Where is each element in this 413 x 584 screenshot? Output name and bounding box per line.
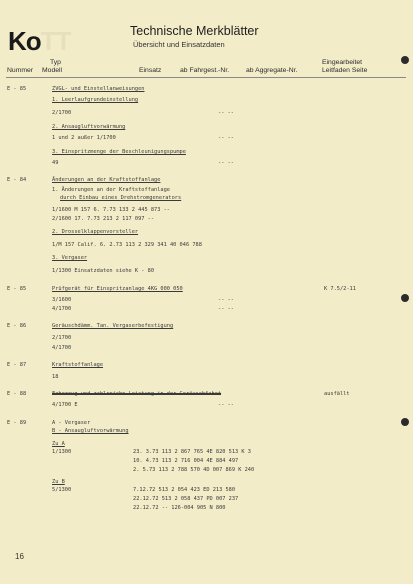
line: 1. Leerlaufgrundeinstellung — [52, 97, 139, 103]
col-eingearbeitet: Eingearbeitet — [322, 59, 363, 66]
line: 1/1600 M 157 6. 7.73 133 2 445 873 -- — [52, 207, 170, 213]
line: -- -- — [218, 110, 234, 116]
punch-hole — [401, 56, 409, 64]
leitfaden-ref: K 7.5/2-11 — [324, 286, 356, 292]
item-number: E - 89 — [7, 420, 27, 426]
line: 3/1600 — [52, 297, 72, 303]
col-nummer: Nummer — [7, 67, 34, 74]
line: 2. Drosselklappenvorsteller — [52, 229, 139, 235]
item-title: Prüfgerät für Einspritzanlage 4KG 000 050 — [52, 286, 183, 292]
item-number: E - 88 — [7, 391, 27, 397]
line: -- -- — [218, 160, 234, 166]
col-aggregate: ab Aggregate-Nr. — [246, 67, 298, 74]
item-number: E - 87 — [7, 362, 27, 368]
line: 3. Vergaser — [52, 255, 88, 261]
line: 22.12.72 -- 126-004 905 N 800 — [133, 505, 226, 511]
line: durch Einbau eines Drehstromgenerators — [60, 195, 182, 201]
punch-hole — [401, 294, 409, 302]
punch-hole — [401, 418, 409, 426]
line: -- -- — [218, 297, 234, 303]
line: Zu B — [52, 479, 65, 485]
item-title: Änderungen an der Kraftstoffanlage — [52, 177, 161, 183]
page-number: 16 — [15, 552, 24, 561]
line: 2/1600 17. 7.73 213 2 117 097 -- — [52, 216, 155, 222]
col-modell: Modell — [42, 67, 63, 74]
item-number: E - 85 — [7, 86, 27, 92]
logo: KoTT — [8, 26, 71, 56]
line: 1/1300 Einsatzdaten siehe K - 80 — [52, 268, 155, 274]
line: B - Ansaugluftvorwärmung — [52, 428, 129, 434]
line: 4/1700 — [52, 306, 72, 312]
item-title: Kraftstoffanlage — [52, 362, 104, 368]
line: Zu A — [52, 441, 65, 447]
col-leitfaden: Leitfaden Seite — [322, 67, 368, 74]
line: 23. 3.73 113 2 867 765 4E 820 513 K 3 — [133, 449, 251, 455]
item-title-struck: Fahrzeug und zahlreiche Leistung in der Geräuschfahrt — [52, 391, 222, 397]
header-rule — [6, 77, 406, 78]
line: 7.12.72 513 2 054 423 ED 213 580 — [133, 487, 236, 493]
line: 5/1300 — [52, 487, 72, 493]
line: 10. 4.73 113 2 716 004 4E 884 497 — [133, 458, 239, 464]
item-number: E - 86 — [7, 323, 27, 329]
item-number: E - 84 — [7, 177, 27, 183]
line: 18 — [52, 374, 59, 380]
line: 2. Ansaugluftvorwärmung — [52, 124, 126, 130]
item-title: ZVGL- und Einstellanweisungen — [52, 86, 145, 92]
item-title: Geräuschdämm. Tan. Vergaserbefestigung — [52, 323, 174, 329]
line: 1. Änderungen an der Kraftstoffanlage — [52, 187, 170, 193]
leitfaden-ref: ausfällt — [324, 391, 350, 397]
col-typ: Typ — [50, 59, 61, 66]
line: 2. 5.73 113 2 788 570 4D 007 869 K 240 — [133, 467, 255, 473]
line: 4/1700 — [52, 345, 72, 351]
col-fahrgest: ab Fahrgest.-Nr. — [180, 67, 230, 74]
line: 49 — [52, 160, 59, 166]
page-title: Technische Merkblätter — [130, 24, 259, 38]
line: 4/1700 E — [52, 402, 78, 408]
line: 2/1700 — [52, 335, 72, 341]
line: 22.12.72 513 2 058 437 PD 007 237 — [133, 496, 239, 502]
line: 2/1700 — [52, 110, 72, 116]
item-number: E - 85 — [7, 286, 27, 292]
item-title: A - Vergaser — [52, 420, 91, 426]
col-einsatz: Einsatz — [139, 67, 162, 74]
line: 1/1300 — [52, 449, 72, 455]
page-subtitle: Übersicht und Einsatzdaten — [133, 40, 225, 49]
line: -- -- — [218, 135, 234, 141]
line: 1 und 2 außer 1/1700 — [52, 135, 116, 141]
line: 3. Einspritzmenge der Beschleunigungspumpe — [52, 149, 186, 155]
line: -- -- — [218, 402, 234, 408]
line: -- -- — [218, 306, 234, 312]
line: 1/M 157 Calif. 6. 2.73 113 2 329 341 40 046 788 — [52, 242, 202, 248]
